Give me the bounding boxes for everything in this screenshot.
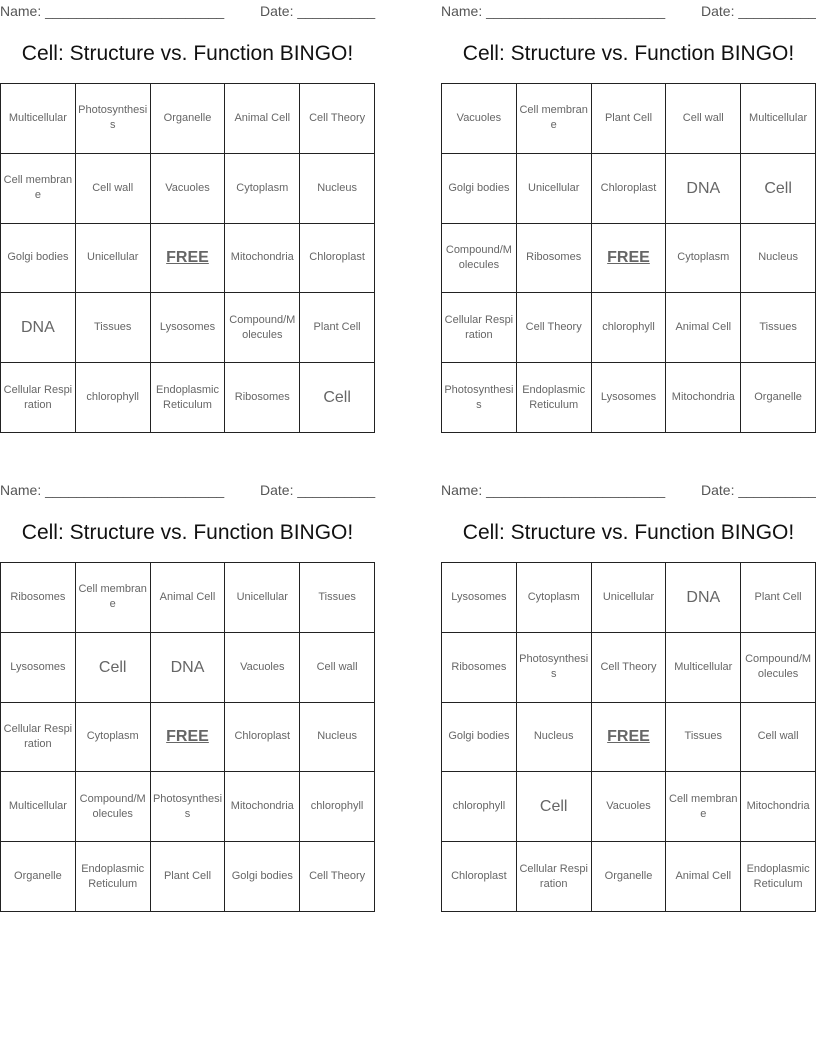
bingo-cell: Chloroplast [300,224,375,294]
bingo-cell: Organelle [592,842,667,912]
bingo-cell: Tissues [666,703,741,773]
bingo-cell: DNA [666,563,741,633]
name-field: Name: _______________________ [441,3,666,19]
bingo-card [441,479,816,911]
bingo-cell: Vacuoles [151,154,226,224]
bingo-cell: Chloroplast [592,154,667,224]
bingo-cell: Multicellular [1,84,76,154]
bingo-cell: Endoplasmic Reticulum [741,842,816,912]
bingo-cell: Cell membrane [666,772,741,842]
bingo-cell: Photosynthesis [442,363,517,433]
bingo-cell: Ribosomes [442,633,517,703]
bingo-cell: Lysosomes [151,293,226,363]
bingo-cell: Nucleus [300,703,375,773]
bingo-cell: Endoplasmic Reticulum [76,842,151,912]
bingo-cell: Cell [300,363,375,433]
bingo-cell: Lysosomes [1,633,76,703]
bingo-cell: Unicellular [592,563,667,633]
bingo-cell: Cell wall [76,154,151,224]
bingo-cell: Unicellular [225,563,300,633]
free-space: FREE [592,703,667,773]
bingo-cell: Organelle [151,84,226,154]
bingo-cell: Cellular Respiration [1,703,76,773]
bingo-cell: Mitochondria [225,772,300,842]
bingo-cell: Tissues [76,293,151,363]
bingo-cell: Plant Cell [592,84,667,154]
bingo-cell: Vacuoles [442,84,517,154]
bingo-cell: Cytoplasm [517,563,592,633]
bingo-cell: Nucleus [741,224,816,294]
bingo-cell: DNA [1,293,76,363]
name-field: Name: _______________________ [0,3,225,19]
bingo-cell: Organelle [741,363,816,433]
bingo-cell: Cell Theory [300,84,375,154]
bingo-cell: Golgi bodies [442,703,517,773]
name-field: Name: _______________________ [0,482,225,498]
bingo-cell: Cytoplasm [666,224,741,294]
bingo-cell: Mitochondria [666,363,741,433]
bingo-cell: Animal Cell [151,563,226,633]
bingo-cell: Cell membrane [1,154,76,224]
bingo-cell: Golgi bodies [225,842,300,912]
bingo-grid [441,562,816,912]
bingo-grid [0,83,375,433]
bingo-cell: DNA [666,154,741,224]
bingo-cell: Cellular Respiration [517,842,592,912]
bingo-cell: Cell membrane [76,563,151,633]
bingo-cell: Cell Theory [300,842,375,912]
bingo-cell: Photosynthesis [151,772,226,842]
date-field: Date: __________ [260,482,376,498]
bingo-cell: Vacuoles [225,633,300,703]
bingo-cell: Cell wall [300,633,375,703]
bingo-cell: Tissues [741,293,816,363]
bingo-cell: Animal Cell [666,293,741,363]
bingo-cell: Chloroplast [225,703,300,773]
date-field: Date: __________ [701,3,816,19]
bingo-cell: Multicellular [1,772,76,842]
bingo-card [0,0,376,432]
bingo-cell: Lysosomes [442,563,517,633]
bingo-cell: Plant Cell [300,293,375,363]
bingo-cell: Ribosomes [517,224,592,294]
name-field: Name: _______________________ [441,482,666,498]
bingo-cell: Ribosomes [1,563,76,633]
bingo-cell: Cytoplasm [76,703,151,773]
bingo-cell: Plant Cell [151,842,226,912]
bingo-cell: Photosynthesis [76,84,151,154]
bingo-cell: Lysosomes [592,363,667,433]
bingo-card [441,0,816,432]
card-title: Cell: Structure vs. Function BINGO! [462,521,795,544]
bingo-cell: Compound/Molecules [741,633,816,703]
bingo-card [0,479,376,911]
bingo-cell: Compound/Molecules [225,293,300,363]
date-field: Date: __________ [260,3,376,19]
bingo-cell: Plant Cell [741,563,816,633]
bingo-cell: Cell Theory [592,633,667,703]
bingo-cell: chlorophyll [442,772,517,842]
bingo-cell: Cell wall [666,84,741,154]
bingo-cell: Unicellular [76,224,151,294]
card-title: Cell: Structure vs. Function BINGO! [462,42,795,65]
bingo-cell: Photosynthesis [517,633,592,703]
bingo-cell: DNA [151,633,226,703]
bingo-cell: Cell [76,633,151,703]
bingo-cell: Endoplasmic Reticulum [517,363,592,433]
bingo-cell: Cell Theory [517,293,592,363]
bingo-cell: Multicellular [666,633,741,703]
bingo-cell: Nucleus [300,154,375,224]
bingo-cell: Golgi bodies [1,224,76,294]
free-space: FREE [151,703,226,773]
bingo-cell: Cytoplasm [225,154,300,224]
bingo-cell: Cell [741,154,816,224]
bingo-cell: Compound/Molecules [76,772,151,842]
bingo-cell: Mitochondria [225,224,300,294]
bingo-cell: Cell membrane [517,84,592,154]
bingo-cell: Chloroplast [442,842,517,912]
bingo-grid [441,83,816,433]
bingo-cell: Cell [517,772,592,842]
bingo-cell: Golgi bodies [442,154,517,224]
free-space: FREE [151,224,226,294]
bingo-cell: Mitochondria [741,772,816,842]
bingo-cell: Cellular Respiration [442,293,517,363]
date-field: Date: __________ [701,482,816,498]
bingo-cell: Organelle [1,842,76,912]
bingo-cell: Cell wall [741,703,816,773]
bingo-cell: Nucleus [517,703,592,773]
bingo-cell: chlorophyll [76,363,151,433]
bingo-cell: Tissues [300,563,375,633]
bingo-cell: Animal Cell [666,842,741,912]
bingo-grid [0,562,375,912]
bingo-cell: Ribosomes [225,363,300,433]
bingo-cell: Multicellular [741,84,816,154]
card-title: Cell: Structure vs. Function BINGO! [21,521,354,544]
free-space: FREE [592,224,667,294]
bingo-cell: chlorophyll [592,293,667,363]
bingo-cell: Cellular Respiration [1,363,76,433]
bingo-cell: Unicellular [517,154,592,224]
bingo-cell: chlorophyll [300,772,375,842]
bingo-cell: Endoplasmic Reticulum [151,363,226,433]
bingo-cell: Vacuoles [592,772,667,842]
bingo-cell: Compound/Molecules [442,224,517,294]
bingo-cell: Animal Cell [225,84,300,154]
card-title: Cell: Structure vs. Function BINGO! [21,42,354,65]
